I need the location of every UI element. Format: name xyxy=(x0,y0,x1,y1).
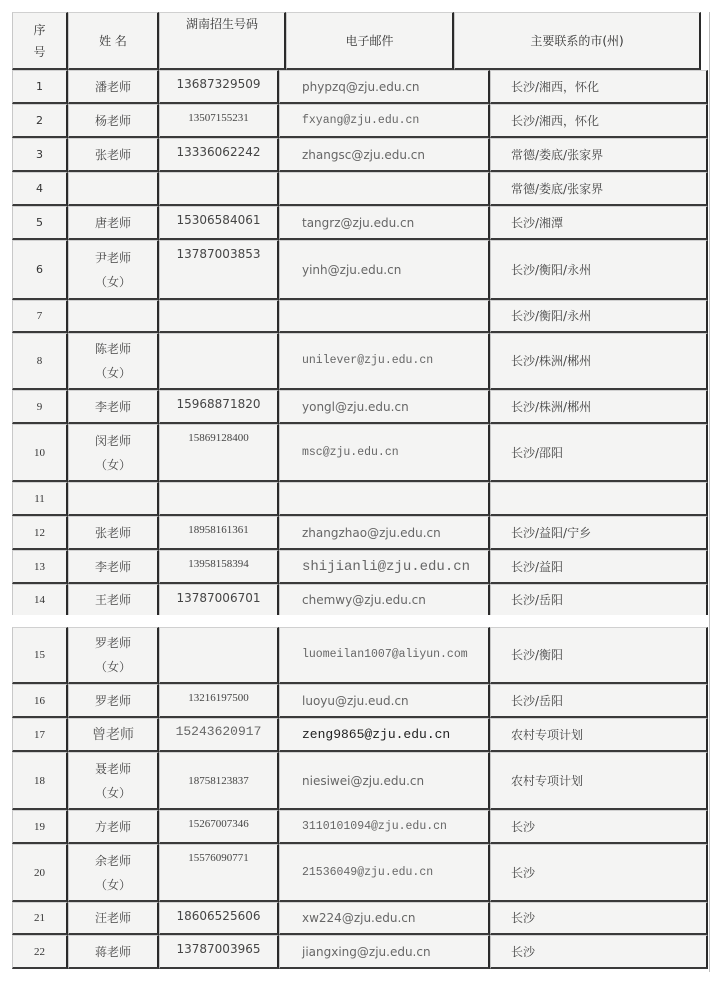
row-region: 长沙 xyxy=(511,944,536,959)
row-name: 王老师 xyxy=(94,593,131,607)
table-cell-region xyxy=(490,516,708,550)
table-cell-phone xyxy=(159,627,279,684)
row-seq: 8 xyxy=(36,355,43,367)
row-phone: 13687329509 xyxy=(176,77,261,91)
row-name: 李老师 xyxy=(94,399,131,414)
row-seq: 19 xyxy=(34,820,45,833)
row-seq: 3 xyxy=(36,147,43,161)
row-name: 聂老师 xyxy=(94,761,131,776)
table-cell-phone xyxy=(159,206,279,240)
table-cell-email xyxy=(279,844,490,902)
row-email[interactable]: phypzq@zju.edu.cn xyxy=(302,79,420,94)
table-cell-phone xyxy=(159,424,279,482)
row-email[interactable]: niesiwei@zju.edu.cn xyxy=(302,773,425,788)
row-region: 长沙/衡阳 xyxy=(511,648,564,662)
table-cell-region xyxy=(490,206,708,240)
row-seq: 21 xyxy=(34,912,45,924)
table-cell-region xyxy=(490,70,708,104)
table-cell-seq xyxy=(12,810,68,844)
table-cell-region xyxy=(490,718,708,752)
table-cell-phone xyxy=(159,482,279,516)
table-cell-name xyxy=(68,482,159,516)
row-region: 长沙 xyxy=(511,819,536,834)
table-cell-email xyxy=(279,390,490,424)
table-cell-name xyxy=(68,104,159,138)
table-cell-phone xyxy=(159,935,279,969)
table-cell-name xyxy=(68,240,159,300)
table-cell-name xyxy=(68,584,159,615)
table-cell-email xyxy=(279,516,490,550)
table-cell-name xyxy=(68,627,159,684)
table-cell-phone xyxy=(159,390,279,424)
row-email[interactable]: luomeilan1007@aliyun.com xyxy=(302,648,468,661)
row-region: 长沙/湘西，怀化 xyxy=(511,113,600,128)
table-cell-region xyxy=(490,138,708,172)
table-cell-seq xyxy=(12,516,68,550)
table-cell-phone xyxy=(159,104,279,138)
table-cell-region xyxy=(490,902,708,935)
row-name: 李老师 xyxy=(94,559,131,574)
row-name: 闵老师 xyxy=(94,433,131,448)
header-region xyxy=(454,12,701,70)
table-cell-name xyxy=(68,718,159,752)
table-cell-phone xyxy=(159,810,279,844)
row-region: 农村专项计划 xyxy=(511,773,584,788)
table-cell-email xyxy=(279,684,490,718)
table-cell-region xyxy=(490,627,708,684)
header-name-label: 姓 名 xyxy=(99,33,127,48)
table-cell-email xyxy=(279,300,490,333)
table-cell-region xyxy=(490,300,708,333)
table-cell-name xyxy=(68,844,159,902)
row-phone: 13787003965 xyxy=(176,942,261,956)
table-cell-seq xyxy=(12,70,68,104)
row-name-note: （女） xyxy=(94,877,131,892)
table-cell-phone xyxy=(159,70,279,104)
row-name: 唐老师 xyxy=(94,215,131,230)
table-cell-phone xyxy=(159,550,279,584)
row-email[interactable]: chemwy@zju.edu.cn xyxy=(302,593,426,607)
row-name: 罗老师 xyxy=(94,693,131,708)
header-seq-line1: 序 xyxy=(33,22,46,37)
table-cell-phone xyxy=(159,516,279,550)
row-phone: 13787006701 xyxy=(176,591,261,605)
row-email[interactable]: xw224@zju.edu.cn xyxy=(302,911,416,925)
header-seq xyxy=(12,12,68,70)
row-seq: 14 xyxy=(34,594,45,606)
row-name-note: （女） xyxy=(94,457,131,472)
row-phone: 13336062242 xyxy=(176,145,261,159)
table-cell-name xyxy=(68,424,159,482)
table-cell-email xyxy=(279,172,490,206)
table-cell-name xyxy=(68,516,159,550)
outer-border xyxy=(709,12,710,972)
row-name-note: （女） xyxy=(94,660,131,674)
row-email[interactable]: luoyu@zju.eud.cn xyxy=(302,693,409,708)
row-email[interactable]: unilever@zju.edu.cn xyxy=(302,354,434,367)
table-cell-email xyxy=(279,810,490,844)
row-phone: 15267007346 xyxy=(188,818,249,830)
row-email[interactable]: zhangsc@zju.edu.cn xyxy=(302,147,426,162)
header-phone-label: 湖南招生号码 xyxy=(185,17,258,31)
table-cell-phone xyxy=(159,684,279,718)
table-cell-seq xyxy=(12,424,68,482)
table-cell-seq xyxy=(12,844,68,902)
row-name: 张老师 xyxy=(94,147,131,162)
table-cell-email xyxy=(279,104,490,138)
row-email[interactable]: yinh@zju.edu.cn xyxy=(302,262,402,277)
row-phone: 18958161361 xyxy=(188,524,249,536)
table-cell-region xyxy=(490,482,708,516)
table-cell-phone xyxy=(159,333,279,390)
row-seq: 6 xyxy=(36,262,43,276)
row-email[interactable]: zhangzhao@zju.edu.cn xyxy=(302,525,441,540)
table-cell-seq xyxy=(12,684,68,718)
table-cell-name xyxy=(68,902,159,935)
row-name: 陈老师 xyxy=(94,342,131,356)
row-region: 长沙/邵阳 xyxy=(511,445,564,460)
table-cell-region xyxy=(490,935,708,969)
table-cell-phone xyxy=(159,718,279,752)
row-phone: 13787003853 xyxy=(176,247,261,261)
row-email[interactable]: jiangxing@zju.edu.cn xyxy=(302,944,431,959)
table-cell-name xyxy=(68,300,159,333)
table-cell-phone xyxy=(159,138,279,172)
table-cell-email xyxy=(279,627,490,684)
table-cell-region xyxy=(490,550,708,584)
row-name: 尹老师 xyxy=(94,250,131,265)
table-cell-email xyxy=(279,240,490,300)
header-region-label: 主要联系的市(州) xyxy=(530,33,624,48)
row-name: 曾老师 xyxy=(92,726,134,743)
row-phone: 18606525606 xyxy=(176,909,261,923)
row-seq: 7 xyxy=(36,310,43,322)
table-cell-email xyxy=(279,138,490,172)
table-cell-email xyxy=(279,206,490,240)
row-phone: 13216197500 xyxy=(188,692,249,704)
table-cell-phone xyxy=(159,240,279,300)
row-email[interactable]: msc@zju.edu.cn xyxy=(302,445,399,459)
table-cell-phone xyxy=(159,172,279,206)
header-email xyxy=(286,12,454,70)
table-cell-email xyxy=(279,333,490,390)
table-cell-email xyxy=(279,718,490,752)
row-region: 长沙/岳阳 xyxy=(511,593,564,607)
header-name xyxy=(68,12,159,70)
table-cell-region xyxy=(490,584,708,615)
table-cell-phone xyxy=(159,844,279,902)
table-cell-region xyxy=(490,240,708,300)
row-phone: 15306584061 xyxy=(176,213,261,227)
table-cell-name xyxy=(68,935,159,969)
header-seq-line2: 号 xyxy=(33,44,46,59)
row-email[interactable]: fxyang@zju.edu.cn xyxy=(302,113,420,127)
table-cell-seq xyxy=(12,550,68,584)
row-region: 长沙/株洲/郴州 xyxy=(511,354,592,368)
row-phone: 15869128400 xyxy=(188,432,249,444)
row-region: 长沙/岳阳 xyxy=(511,693,564,708)
table-cell-seq xyxy=(12,718,68,752)
row-phone: 15243620917 xyxy=(175,724,262,739)
table-cell-name xyxy=(68,390,159,424)
table-cell-seq xyxy=(12,584,68,615)
table-cell-seq xyxy=(12,104,68,138)
row-region: 长沙/衡阳/永州 xyxy=(511,309,592,323)
row-name: 蒋老师 xyxy=(94,944,131,959)
row-region: 长沙 xyxy=(511,865,536,880)
table-cell-name xyxy=(68,333,159,390)
table-cell-region xyxy=(490,810,708,844)
table-cell-phone xyxy=(159,584,279,615)
row-seq: 20 xyxy=(34,866,45,879)
row-email[interactable]: yongl@zju.edu.cn xyxy=(302,399,409,414)
header-email-label: 电子邮件 xyxy=(345,33,394,48)
table-cell-email xyxy=(279,902,490,935)
row-seq: 2 xyxy=(36,113,43,127)
row-seq: 15 xyxy=(34,649,45,661)
table-cell-seq xyxy=(12,482,68,516)
row-phone: 18758123837 xyxy=(188,774,249,787)
table-cell-seq xyxy=(12,138,68,172)
row-region: 长沙/衡阳/永州 xyxy=(511,262,592,277)
row-seq: 13 xyxy=(34,560,45,573)
table-cell-name xyxy=(68,70,159,104)
row-seq: 16 xyxy=(34,694,45,707)
table-cell-name xyxy=(68,810,159,844)
row-name: 余老师 xyxy=(94,853,131,868)
row-name: 杨老师 xyxy=(94,113,131,128)
row-region: 长沙/湘西，怀化 xyxy=(511,79,600,94)
table-cell-seq xyxy=(12,902,68,935)
table-cell-seq xyxy=(12,935,68,969)
row-name-note: （女） xyxy=(94,274,131,289)
table-cell-email xyxy=(279,424,490,482)
row-region: 长沙 xyxy=(511,911,536,925)
row-phone: 15968871820 xyxy=(176,397,261,411)
row-name: 方老师 xyxy=(94,819,131,834)
table-cell-region xyxy=(490,844,708,902)
row-seq: 12 xyxy=(34,526,45,539)
row-phone: 13507155231 xyxy=(188,112,249,124)
row-seq: 17 xyxy=(34,728,45,741)
table-cell-email xyxy=(279,935,490,969)
table-cell-region xyxy=(490,424,708,482)
table-cell-seq xyxy=(12,240,68,300)
table-cell-email xyxy=(279,482,490,516)
row-name: 潘老师 xyxy=(94,79,131,94)
table-cell-name xyxy=(68,684,159,718)
table-cell-email xyxy=(279,550,490,584)
row-name: 汪老师 xyxy=(94,911,131,925)
row-email[interactable]: tangrz@zju.edu.cn xyxy=(302,215,415,230)
table-cell-seq xyxy=(12,752,68,810)
row-seq: 10 xyxy=(34,446,45,459)
row-email[interactable]: 3110101094@zju.edu.cn xyxy=(302,819,447,833)
row-region: 常德/娄底/张家界 xyxy=(511,181,604,196)
table-cell-seq xyxy=(12,627,68,684)
row-name-note: （女） xyxy=(94,785,131,800)
table-cell-email xyxy=(279,70,490,104)
row-seq: 1 xyxy=(36,79,43,93)
table-cell-region xyxy=(490,390,708,424)
table-cell-region xyxy=(490,172,708,206)
table-cell-name xyxy=(68,550,159,584)
table-cell-email xyxy=(279,584,490,615)
row-seq: 9 xyxy=(36,400,43,413)
row-name-note: （女） xyxy=(94,366,131,380)
table-cell-name xyxy=(68,752,159,810)
row-region: 长沙/株洲/郴州 xyxy=(511,399,592,414)
table-cell-phone xyxy=(159,752,279,810)
row-region: 常德/娄底/张家界 xyxy=(511,147,604,162)
table-cell-seq xyxy=(12,172,68,206)
table-cell-phone xyxy=(159,902,279,935)
row-phone: 15576090771 xyxy=(188,852,249,864)
table-cell-region xyxy=(490,684,708,718)
table-cell-name xyxy=(68,206,159,240)
table-cell-seq xyxy=(12,300,68,333)
row-email[interactable]: zeng9865@zju.edu.cn xyxy=(302,726,451,742)
row-email[interactable]: shijianli@zju.edu.cn xyxy=(302,558,471,575)
row-seq: 18 xyxy=(34,774,45,787)
row-seq: 4 xyxy=(36,181,43,195)
row-region: 长沙/益阳 xyxy=(511,559,564,574)
table-cell-name xyxy=(68,172,159,206)
row-phone: 13958158394 xyxy=(188,558,249,570)
row-seq: 22 xyxy=(34,945,45,958)
row-name: 张老师 xyxy=(94,525,131,540)
table-cell-seq xyxy=(12,206,68,240)
table-cell-seq xyxy=(12,390,68,424)
header-phone xyxy=(159,12,286,70)
table-cell-phone xyxy=(159,300,279,333)
row-seq: 11 xyxy=(34,492,45,505)
row-region: 长沙/湘潭 xyxy=(511,215,564,230)
table-cell-region xyxy=(490,752,708,810)
row-email[interactable]: 21536049@zju.edu.cn xyxy=(302,865,434,879)
table-cell-name xyxy=(68,138,159,172)
table-cell-email xyxy=(279,752,490,810)
row-seq: 5 xyxy=(36,215,43,229)
row-name: 罗老师 xyxy=(94,636,131,650)
row-region: 农村专项计划 xyxy=(511,727,584,742)
table-cell-region xyxy=(490,333,708,390)
table-cell-region xyxy=(490,104,708,138)
row-region: 长沙/益阳/宁乡 xyxy=(511,525,592,540)
table-cell-seq xyxy=(12,333,68,390)
